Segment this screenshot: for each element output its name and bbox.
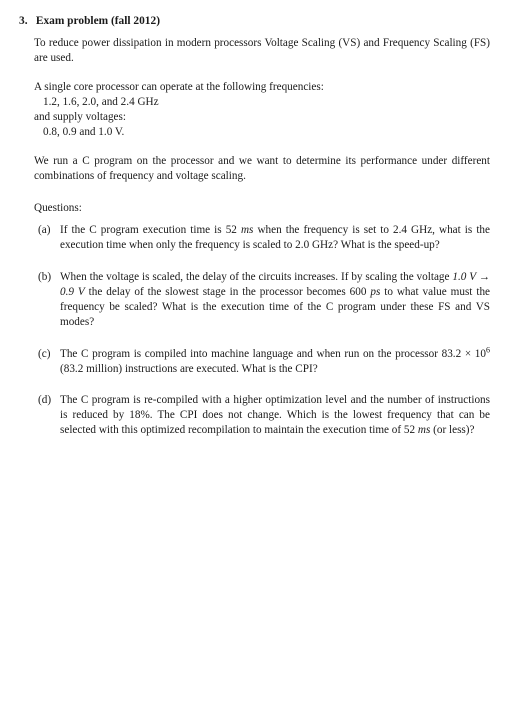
problem-title: Exam problem (fall 2012) <box>35 15 160 27</box>
question-label: (c) <box>38 348 51 360</box>
questions-heading: Questions: <box>34 202 82 214</box>
intro-paragraph: To reduce power dissipation in modern processors Voltage Scaling (VS) and Frequency Scaling (FS) are used. <box>34 37 490 64</box>
frequency-intro: A single core processor can operate at the following frequencies: <box>34 81 324 93</box>
problem-heading <box>19 14 499 29</box>
question-a <box>38 223 490 253</box>
question-d <box>38 393 490 438</box>
frequency-values: 1.2, 1.6, 2.0, and 2.4 GHz <box>43 96 159 108</box>
question-c <box>38 347 490 377</box>
context-paragraph: We run a C program on the processor and we want to determine its performance under different combinations of frequency and voltage scaling. <box>34 155 490 182</box>
question-text: The C program is compiled into machine language and when run on the processor $83.2 \times 10^6$ (83.2 million) instructions are executed. What is the CPI? <box>60 345 490 375</box>
question-label: (b) <box>38 271 52 283</box>
question-label: (a) <box>38 224 51 236</box>
question-b <box>38 270 490 330</box>
specs-block <box>34 80 490 140</box>
question-text: The C program is re-compiled with a higher optimization level and the number of instructions is reduced by 18%. The CPI does not change. Which is the lowest frequency that can be selected with this optimized recompilation to maintain the execution time of 52 ms (or less)? <box>60 394 490 436</box>
voltage-values: 0.8, 0.9 and 1.0 V. <box>43 126 125 138</box>
problem-number: 3. <box>19 15 28 27</box>
voltage-intro: and supply voltages: <box>34 111 126 123</box>
question-label: (d) <box>38 394 52 406</box>
question-text: When the voltage is scaled, the delay of the circuits increases. If by scaling the voltage 1.0 V → 0.9 V the delay of the slowest stage in the processor becomes 600 ps to what value must the frequency be scaled? What is the execution time of the C program under these FS and VS modes? <box>60 271 491 328</box>
question-text: If the C program execution time is 52 ms when the frequency is set to 2.4 GHz, what is the execution time when only the frequency is scaled to 2.0 GHz? What is the speed-up? <box>60 224 490 251</box>
